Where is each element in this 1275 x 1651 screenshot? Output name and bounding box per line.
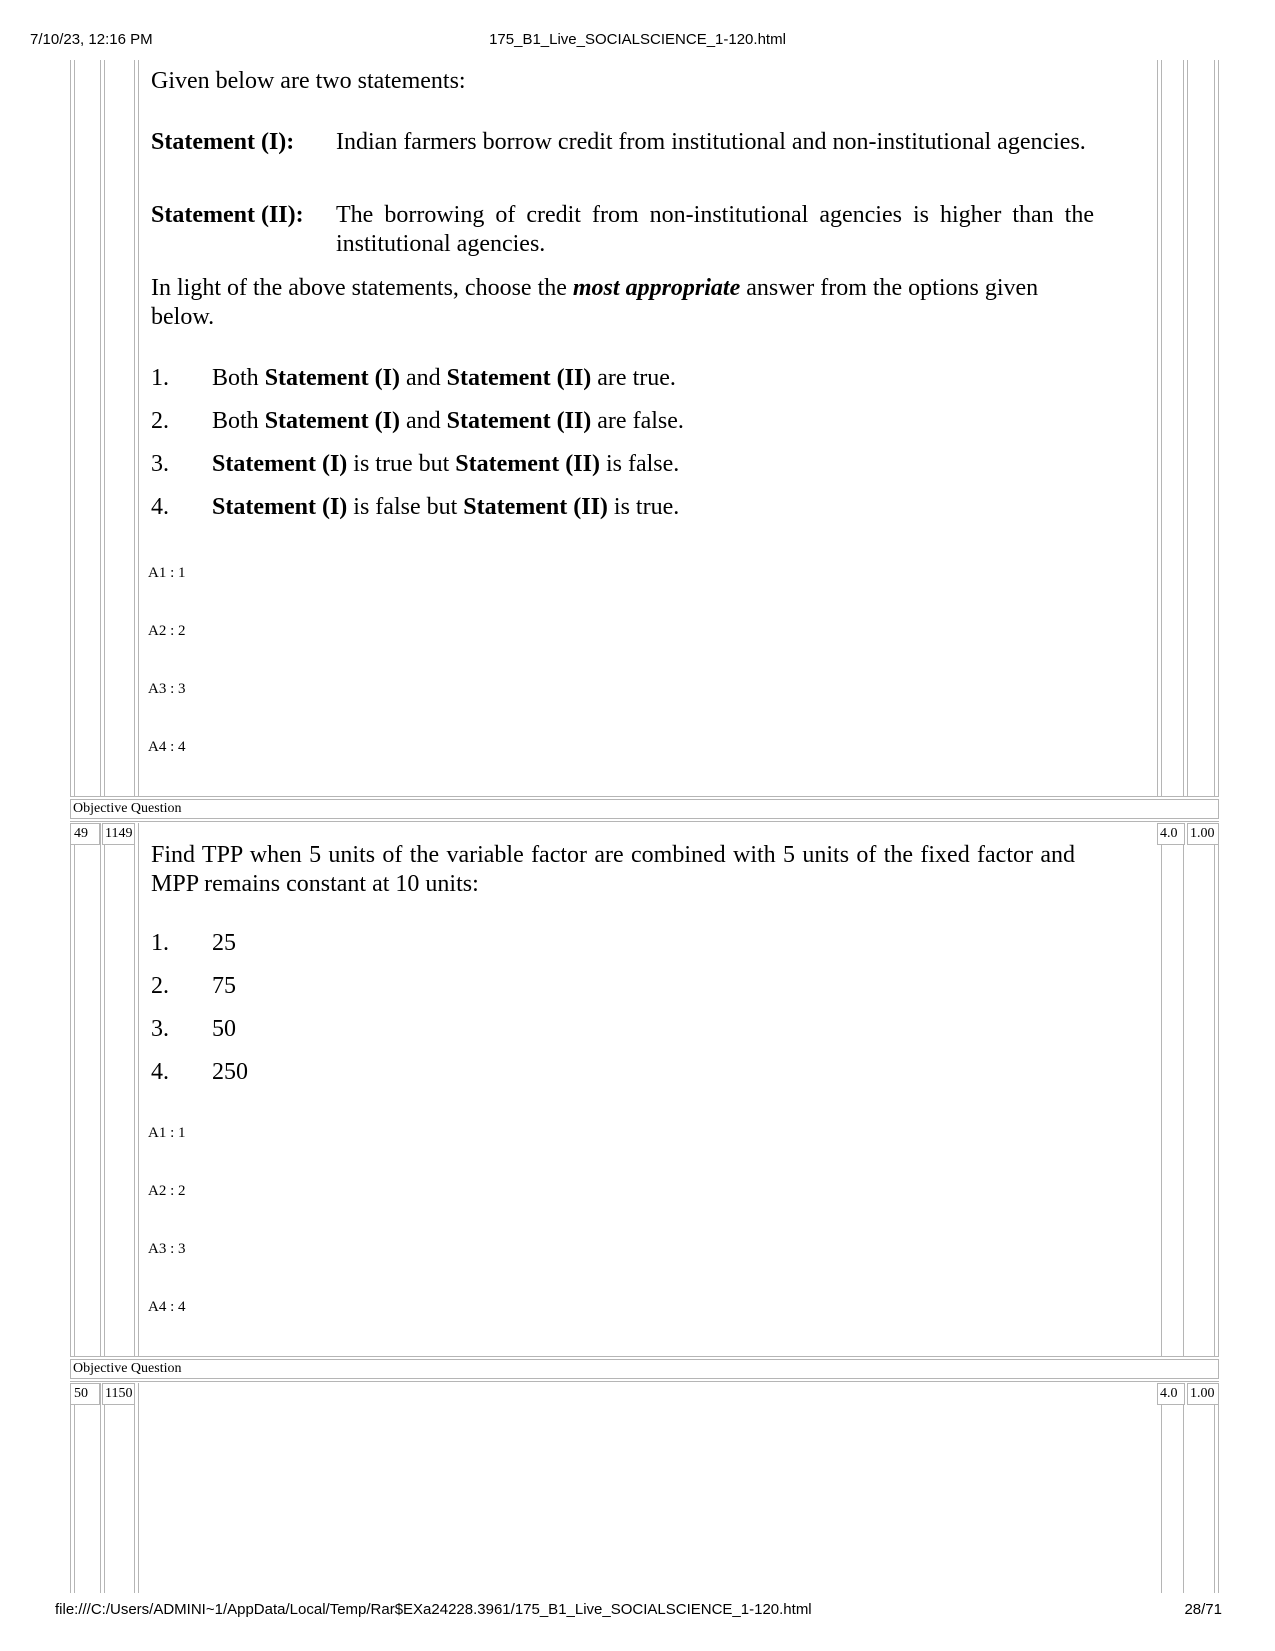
answer-id-3: A3 : 3	[148, 1241, 186, 1257]
question-text: Find TPP when 5 units of the variable factor are combined with 5 units of the fixed factor and MPP remains constant at 10 units:	[151, 842, 1075, 897]
option-2-number: 2.	[151, 973, 169, 999]
negative-marks: 1.00	[1190, 1386, 1215, 1401]
document-title: 175_B1_Live_SOCIALSCIENCE_1-120.html	[489, 31, 786, 48]
answer-id-4: A4 : 4	[148, 1299, 186, 1315]
question-serial-number: 50	[74, 1386, 88, 1401]
question-id: 1149	[105, 826, 133, 841]
question-id: 1150	[105, 1386, 133, 1401]
question-marks: 4.0	[1160, 826, 1178, 841]
negative-marks: 1.00	[1190, 826, 1215, 841]
statement-1-label: Statement (I):	[151, 129, 295, 155]
answer-id-3: A3 : 3	[148, 681, 186, 697]
option-2-number: 2.	[151, 408, 169, 434]
statement-1-text: Indian farmers borrow credit from institutional and non-institutional agencies.	[336, 129, 1086, 155]
answer-id-1: A1 : 1	[148, 1125, 186, 1141]
option-4-text: 250	[212, 1059, 248, 1085]
page-number: 28/71	[1184, 1601, 1222, 1618]
answer-id-2: A2 : 2	[148, 623, 186, 639]
answer-id-1: A1 : 1	[148, 565, 186, 581]
question-marks: 4.0	[1160, 1386, 1178, 1401]
option-3-number: 3.	[151, 451, 169, 477]
question-instruction: In light of the above statements, choose the most appropriate answer from the options given below.	[151, 275, 1039, 330]
question-intro: Given below are two statements:	[151, 68, 466, 94]
option-1-text: 25	[212, 930, 236, 956]
answer-id-2: A2 : 2	[148, 1183, 186, 1199]
question-type-label: Objective Question	[73, 1361, 182, 1376]
option-4-number: 4.	[151, 1059, 169, 1085]
option-3-number: 3.	[151, 1016, 169, 1042]
answer-id-4: A4 : 4	[148, 739, 186, 755]
file-path: file:///C:/Users/ADMINI~1/AppData/Local/Temp/Rar$EXa24228.3961/175_B1_Live_SOCIALSCIENCE_1-120.html	[55, 1601, 812, 1618]
emphasis-text: most appropriate	[572, 275, 741, 301]
statement-2-label: Statement (II):	[151, 202, 304, 228]
question-serial-number: 49	[74, 826, 88, 841]
option-1-number: 1.	[151, 930, 169, 956]
option-3-text: 50	[212, 1016, 236, 1042]
option-1-text: Both Statement (I) and Statement (II) are true.	[212, 365, 676, 391]
option-1-number: 1.	[151, 365, 169, 391]
option-2-text: 75	[212, 973, 236, 999]
statement-2-text: The borrowing of credit from non-institutional agencies is higher than the institutional agencies.	[336, 202, 1094, 257]
option-4-text: Statement (I) is false but Statement (II) is true.	[212, 494, 680, 520]
option-2-text: Both Statement (I) and Statement (II) are false.	[212, 408, 684, 434]
option-3-text: Statement (I) is true but Statement (II) is false.	[212, 451, 680, 477]
question-type-label: Objective Question	[73, 801, 182, 816]
print-datetime: 7/10/23, 12:16 PM	[30, 31, 153, 48]
option-4-number: 4.	[151, 494, 169, 520]
